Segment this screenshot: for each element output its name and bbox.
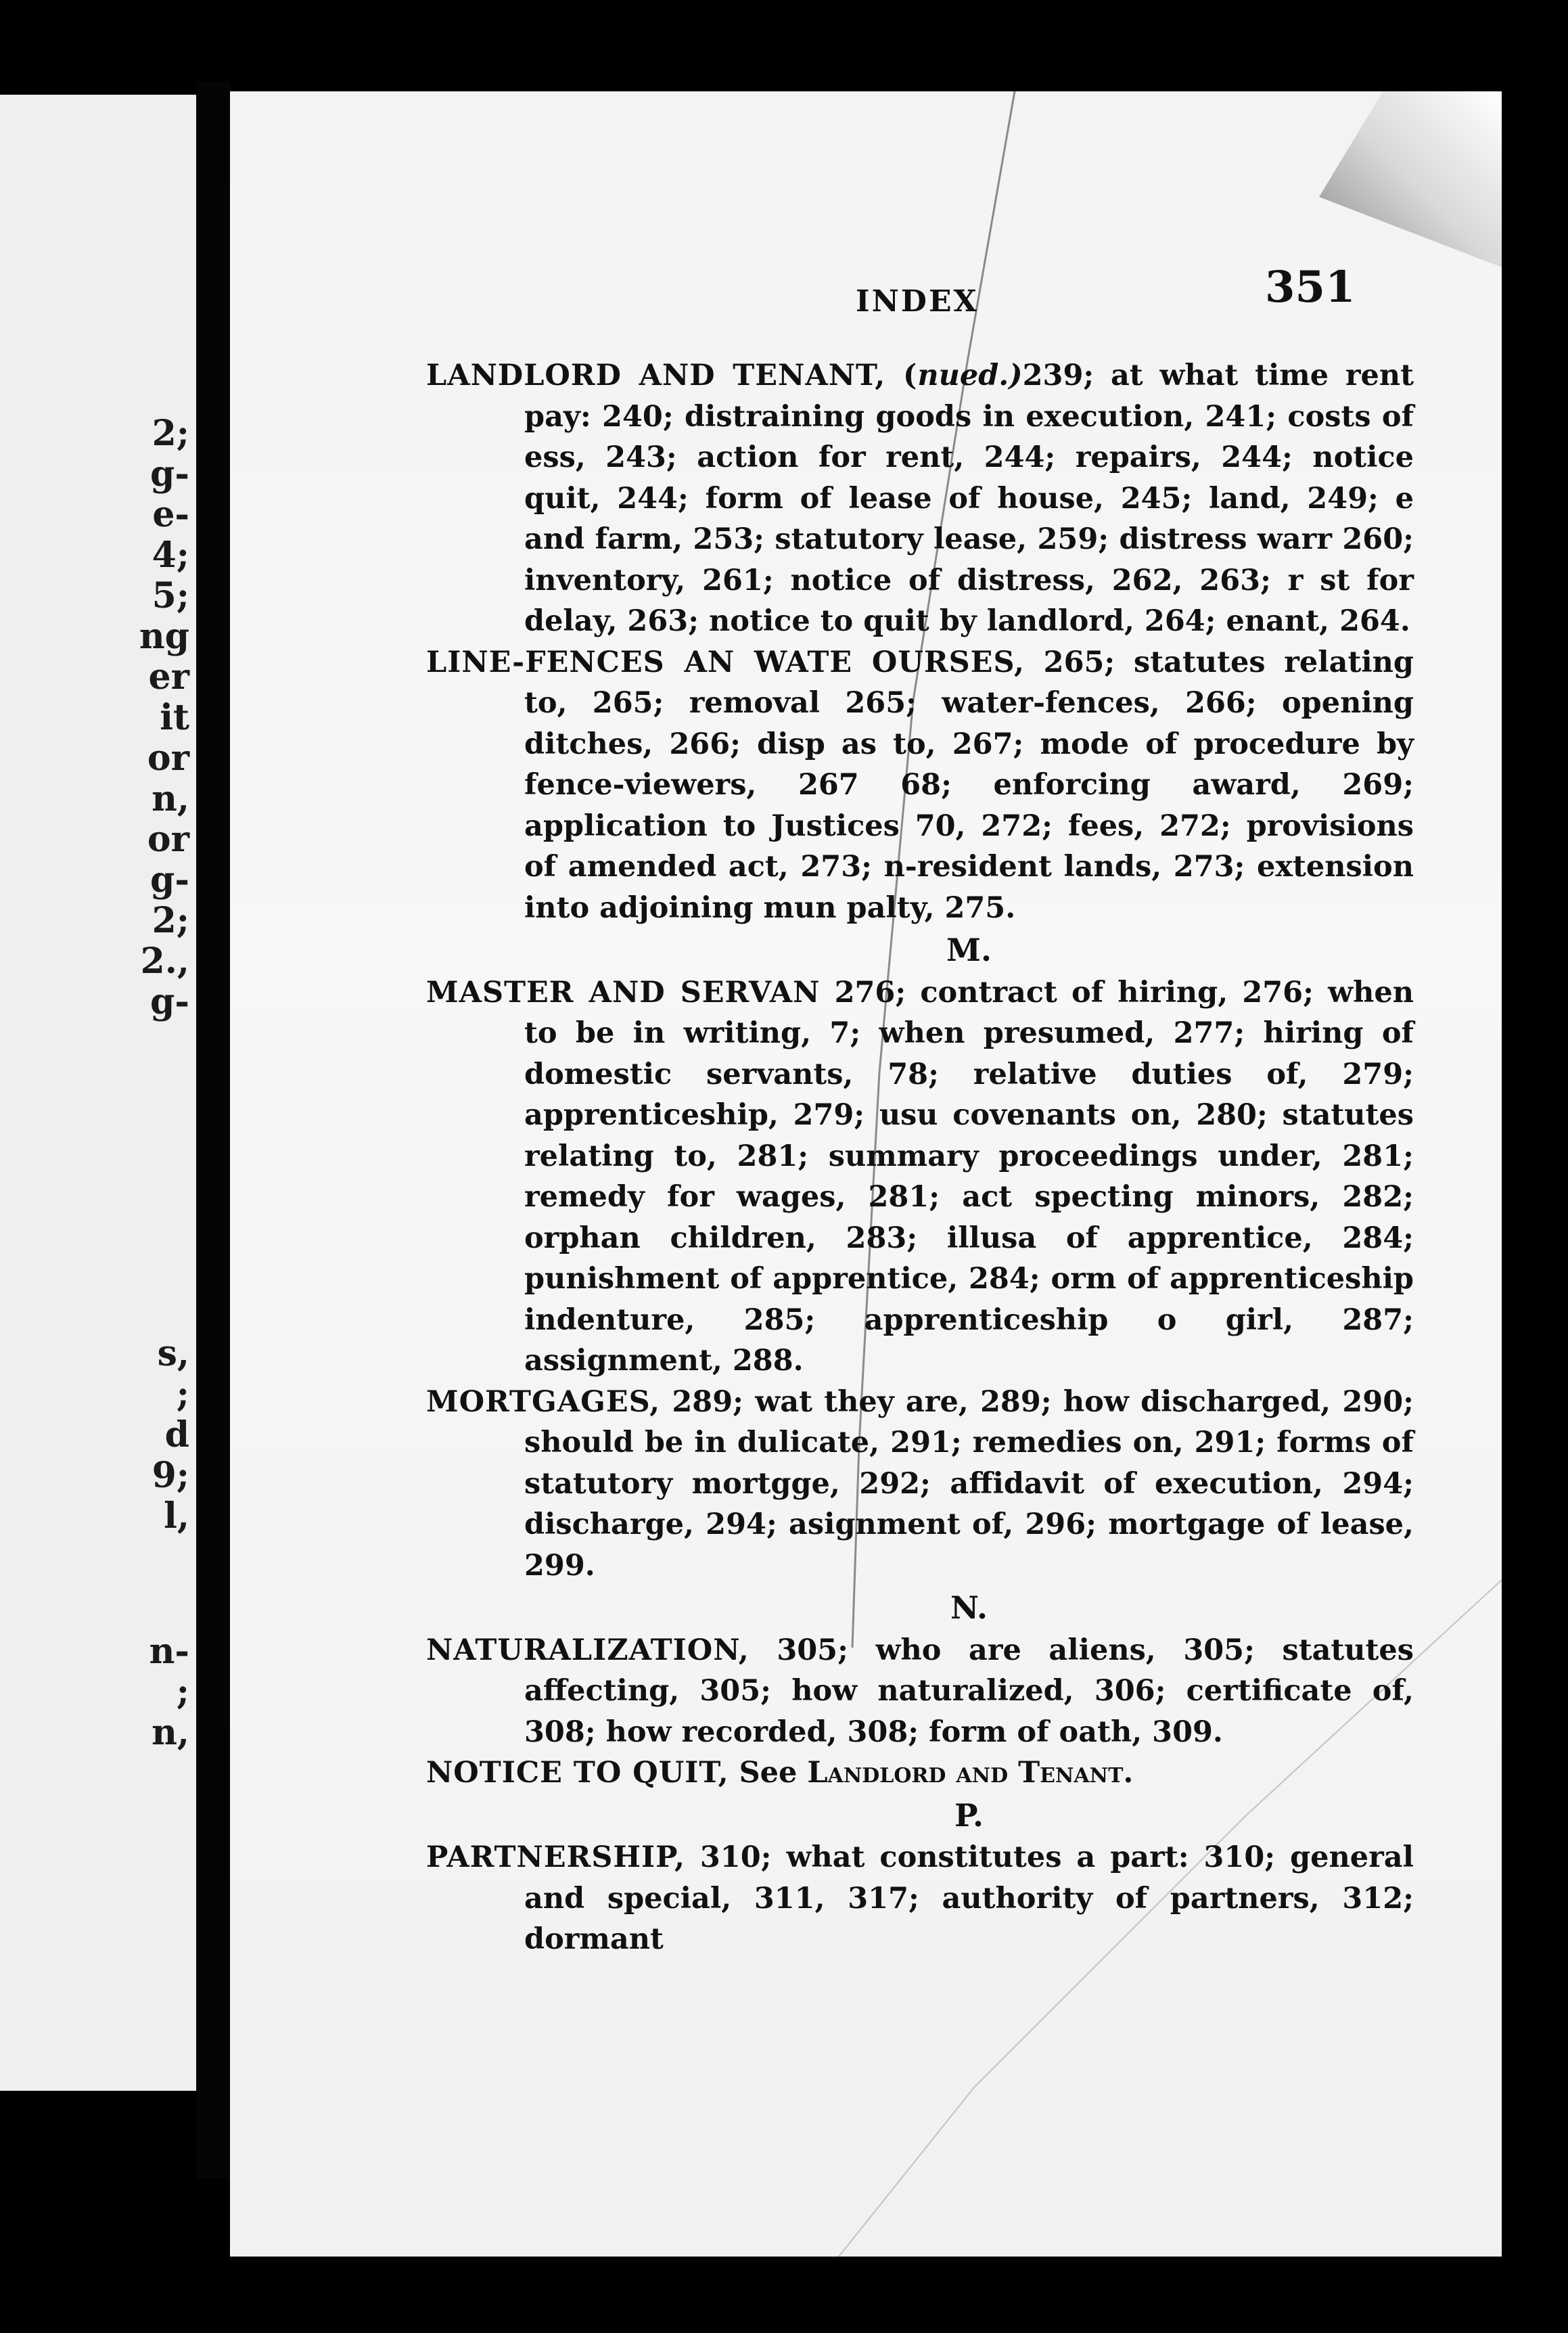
- entry-heading: LINE-FENCES AN WATE OURSES,: [426, 645, 1025, 679]
- cross-reference: Landlord and Tenant.: [807, 1756, 1134, 1790]
- left-page-text-fragment: er: [148, 656, 189, 698]
- page-title: INDEX: [856, 284, 979, 319]
- entry-text: 310; what constitutes a part: 310; general and special, 311, 317; authority of partners, 312; dormant: [524, 1840, 1414, 1956]
- index-entry: [426, 642, 1414, 929]
- left-page-text-fragment: it: [160, 697, 189, 738]
- entry-text: 289; wat they are, 289; how discharged, 290; should be in dulicate, 291; remedies on, 291; forms of statutory mortgge, 292; affidavit of execution, 294; discharge, 294; asignment of, 296; mortgage of lease, 299.: [524, 1384, 1414, 1583]
- left-page-text-fragment: 2;: [152, 413, 189, 454]
- left-page-text-fragment: e-: [152, 494, 189, 535]
- index-entry: [426, 1630, 1414, 1753]
- left-page-text-fragment: 2.,: [140, 941, 189, 982]
- left-page-text-fragment: l,: [164, 1495, 189, 1537]
- index-entry: [426, 355, 1414, 642]
- entry-heading: MORTGAGES,: [426, 1384, 661, 1419]
- left-page-text-fragment: 5;: [152, 575, 189, 616]
- entry-heading: NOTICE TO QUIT,: [426, 1756, 729, 1790]
- left-page-text-fragment: n,: [152, 778, 189, 819]
- entry-heading-tail: nued.): [917, 359, 1023, 392]
- left-page-text-fragment: ;: [176, 1374, 189, 1415]
- section-letter: P.: [954, 1796, 984, 1834]
- entry-heading: LANDLORD AND TENANT, (: [426, 359, 918, 392]
- left-page-text-fragment: g-: [150, 453, 189, 495]
- index-entry: [426, 972, 1414, 1382]
- entry-text: 276; contract of hiring, 276; when to be in writing, 7; when presumed, 277; hiring of domestic servants, 78; relative duties of, 279; apprenticeship, 279; usu covenants on, 280; statutes relating to, 281; summary proceedings under, 281; remedy for wages, 281; act specting minors, 282; orphan children, 283; illusa of apprentice, 284; punishment of apprentice, 284; orm of apprenticeship indenture, 285; apprenticeship o girl, 287; assignment, 288.: [524, 975, 1414, 1378]
- page-number: 351: [1265, 262, 1356, 313]
- left-page-edge: [0, 95, 196, 2091]
- left-page-text-fragment: n-: [149, 1631, 189, 1672]
- section-letter: N.: [950, 1589, 988, 1626]
- index-body: [426, 355, 1414, 1960]
- entry-heading: NATURALIZATION,: [426, 1633, 750, 1667]
- left-page-text-fragment: s,: [157, 1333, 189, 1374]
- entry-text: 265; statutes relating to, 265; removal 265; water-fences, 266; opening ditches, 266; disp as to, 267; mode of procedure by fence-viewers, 267 68; enforcing award, 269; application to Justices 70, 272; fees, 272; provisions of amended act, 273; n-resident lands, 273; extension into adjoining mun palty, 275.: [524, 645, 1414, 925]
- book-gutter: [196, 81, 230, 2179]
- left-page-text-fragment: g-: [150, 859, 189, 901]
- section-letter: M.: [946, 932, 992, 968]
- folded-corner: [1319, 91, 1502, 267]
- left-page-text-fragment: or: [147, 819, 189, 860]
- left-page-text-fragment: 4;: [152, 535, 189, 576]
- index-entry: [426, 1752, 1414, 1794]
- left-page-text-fragment: or: [147, 738, 189, 779]
- entry-text: 239; at what time rent pay: 240; distraining goods in execution, 241; costs of ess, 243; action for rent, 244; repairs, 244; notice quit, 244; form of lease of house, 245; land, 249; e and farm, 253; statutory lease, 259; distress warr 260; inventory, 261; notice of distress, 262, 263; r st for delay, 263; notice to quit by landlord, 264; enant, 264.: [524, 359, 1414, 638]
- entry-heading: MASTER AND SERVAN: [426, 975, 821, 1010]
- entry-heading: PARTNERSHIP,: [426, 1840, 685, 1874]
- left-page-text-fragment: n,: [152, 1712, 189, 1753]
- left-page-text-fragment: ;: [176, 1671, 189, 1713]
- left-page-text-fragment: 9;: [152, 1455, 189, 1496]
- index-entry: [426, 1382, 1414, 1587]
- left-page-text-fragment: ng: [139, 616, 189, 657]
- index-page: [230, 91, 1502, 2257]
- left-page-text-fragment: d: [164, 1414, 189, 1455]
- index-entry: [426, 1837, 1414, 1960]
- left-page-text-fragment: g-: [150, 981, 189, 1022]
- left-page-text-fragment: 2;: [152, 900, 189, 941]
- entry-text: See: [729, 1756, 808, 1790]
- entry-text: 305; who are aliens, 305; statutes affecting, 305; how naturalized, 306; certificate of, 308; how recorded, 308; form of oath, 309.: [524, 1633, 1414, 1749]
